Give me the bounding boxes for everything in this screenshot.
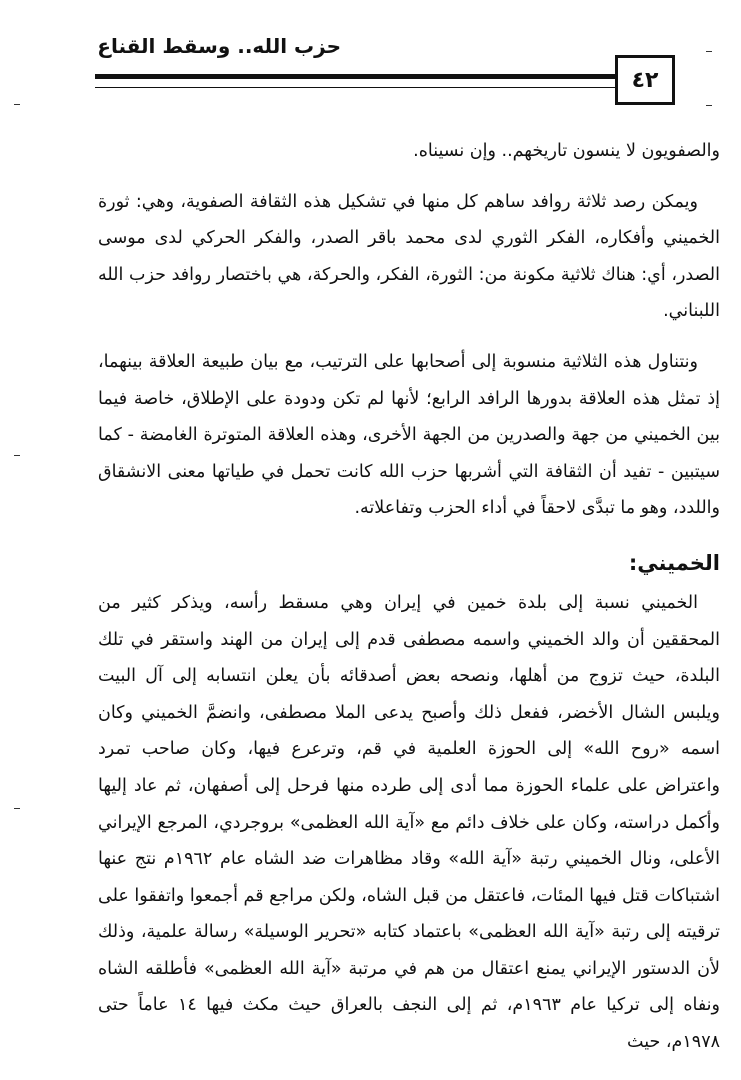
section-heading: الخميني: xyxy=(628,550,720,575)
paragraph: ويمكن رصد ثلاثة روافد ساهم كل منها في تشكيل هذه الثقافة الصفوية، وهي: ثورة الخميني وأفكاره، الفكر الثوري لدى محمد باقر الصدر، والفكر الحركي لدى موسى الصدر، أي: هناك ثلاثية مكونة من: الثورة، الفكر، والحركة، هي باختصار روافد حزب الله اللبناني. xyxy=(98,191,720,322)
running-title: حزب الله.. وسقط القناع xyxy=(97,34,341,58)
page-number-box xyxy=(615,55,675,105)
header-rule-thick xyxy=(95,74,615,79)
margin-mark xyxy=(706,105,712,106)
page-body xyxy=(98,133,720,1061)
margin-mark xyxy=(706,51,712,52)
margin-mark xyxy=(14,808,20,809)
header-rule-thin xyxy=(95,87,615,88)
paragraph: والصفويون لا ينسون تاريخهم.. وإن نسيناه. xyxy=(413,141,720,161)
page-number: ٤٢ xyxy=(631,67,659,93)
paragraph: ونتناول هذه الثلاثية منسوبة إلى أصحابها على الترتيب، مع بيان طبيعة العلاقة بينهما، إذ تمثل هذه العلاقة بدورها الرافد الرابع؛ لأنها لم تكن ودودة على الإطلاق، خاصة فيما بين الخميني من جهة والصدرين من الجهة الأخرى، وهذه العلاقة المتوترة الغامضة - كما سيتبين - تفيد أن الثقافة التي أشربها حزب الله كانت تحمل في طياتها معنى الانشقاق واللدد، وهو ما تبدَّى لاحقاً في أداء الحزب وتفاعلاته. xyxy=(98,351,720,519)
margin-mark xyxy=(14,455,20,456)
margin-mark xyxy=(14,104,20,105)
paragraph: الخميني نسبة إلى بلدة خمين في إيران وهي مسقط رأسه، ويذكر كثير من المحققين أن والد الخميني واسمه مصطفى قدم إلى إيران من الهند واستقر في تلك البلدة، حيث تزوج من أهلها، ونصحه بعض أصدقائه بأن يعلن انتسابه إلى آل البيت ويلبس الشال الأخضر، ففعل ذلك وأصبح يدعى الملا مصطفى، وانضمَّ الخميني وكان اسمه «روح الله» إلى الحوزة العلمية في قم، وترعرع فيها، وكان صاحب تمرد واعتراض على علماء الحوزة مما أدى إلى طرده منها فرحل إلى أصفهان، ثم عاد إليها وأكمل دراسته، وكان على خلاف دائم مع «آية الله العظمى» بروجردي، المرجع الإيراني الأعلى، ونال الخميني رتبة «آية الله» وقاد مظاهرات ضد الشاه عام ١٩٦٢م نتج عنها اشتباكات قتل فيها المئات، فاعتقل من قبل الشاه، ولكن مراجع قم أجمعوا واتفقوا على ترقيته إلى رتبة «آية الله العظمى» باعتماد كتابه «تحرير الوسيلة» رسالة علمية، وذلك لأن الدستور الإيراني يمنع اعتقال من هم في مرتبة «آية الله العظمى» فأطلقه الشاه ونفاه إلى تركيا عام ١٩٦٣م، ثم إلى النجف بالعراق حيث مكث فيها ١٤ عاماً حتى ١٩٧٨م، حيث xyxy=(98,592,720,1053)
